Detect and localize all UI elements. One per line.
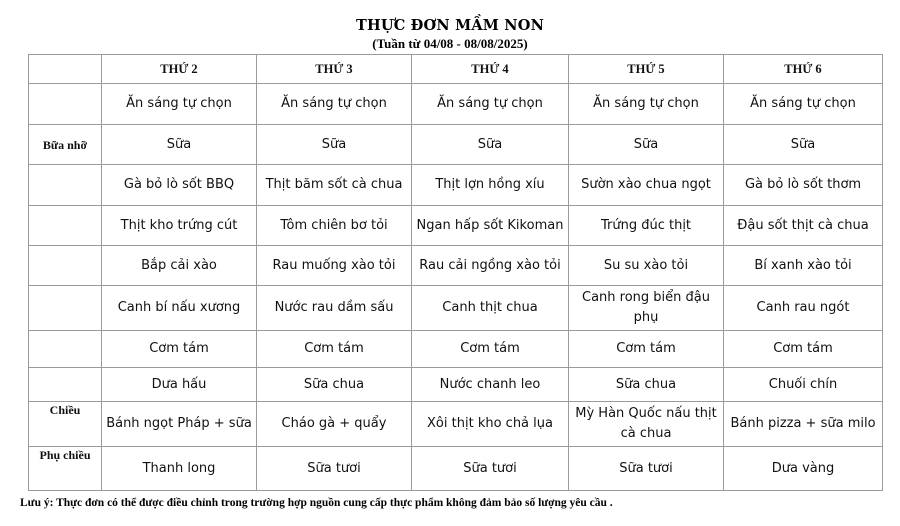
day-header: THỨ 6 xyxy=(724,55,883,84)
table-row xyxy=(29,165,883,206)
table-row xyxy=(29,246,883,286)
menu-cell: Gà bỏ lò sốt thơm xyxy=(724,165,883,206)
day-header: THỨ 4 xyxy=(412,55,569,84)
menu-cell: Sữa xyxy=(257,125,412,165)
menu-cell: Ăn sáng tự chọn xyxy=(569,84,724,125)
meal-label xyxy=(29,368,102,402)
menu-cell: Canh bí nấu xương xyxy=(102,286,257,331)
menu-cell: Dưa hấu xyxy=(102,368,257,402)
menu-cell: Bánh ngọt Pháp + sữa xyxy=(102,402,257,447)
header-row xyxy=(29,55,883,84)
meal-label xyxy=(29,246,102,286)
menu-cell: Sữa xyxy=(724,125,883,165)
meal-label: Chiều xyxy=(29,402,102,447)
menu-cell: Đậu sốt thịt cà chua xyxy=(724,206,883,246)
menu-cell: Cháo gà + quẩy xyxy=(257,402,412,447)
menu-cell: Su su xào tỏi xyxy=(569,246,724,286)
menu-cell: Sữa chua xyxy=(257,368,412,402)
menu-cell: Sữa tươi xyxy=(257,447,412,491)
menu-cell: Sườn xào chua ngọt xyxy=(569,165,724,206)
menu-cell: Canh rong biển đậu phụ xyxy=(569,286,724,331)
table-row xyxy=(29,368,883,402)
menu-cell: Rau cải ngồng xào tỏi xyxy=(412,246,569,286)
table-row xyxy=(29,402,883,447)
meal-label xyxy=(29,84,102,125)
menu-cell: Cơm tám xyxy=(724,331,883,368)
menu-cell: Ăn sáng tự chọn xyxy=(102,84,257,125)
table-row xyxy=(29,447,883,491)
menu-cell: Trứng đúc thịt xyxy=(569,206,724,246)
menu-cell: Thịt lợn hồng xíu xyxy=(412,165,569,206)
menu-cell: Cơm tám xyxy=(412,331,569,368)
menu-cell: Sữa xyxy=(412,125,569,165)
menu-cell: Rau muống xào tỏi xyxy=(257,246,412,286)
week-range-subtitle: (Tuần từ 04/08 - 08/08/2025) xyxy=(372,36,528,51)
menu-cell: Thanh long xyxy=(102,447,257,491)
meal-label: Bữa nhỡ xyxy=(29,125,102,165)
table-row xyxy=(29,331,883,368)
menu-cell: Ăn sáng tự chọn xyxy=(724,84,883,125)
meal-label xyxy=(29,165,102,206)
menu-cell: Ăn sáng tự chọn xyxy=(257,84,412,125)
corner-cell xyxy=(29,55,102,84)
menu-cell: Tôm chiên bơ tỏi xyxy=(257,206,412,246)
menu-cell: Nước chanh leo xyxy=(412,368,569,402)
day-header: THỨ 5 xyxy=(569,55,724,84)
menu-cell: Ngan hấp sốt Kikoman xyxy=(412,206,569,246)
menu-cell: Bánh pizza + sữa milo xyxy=(724,402,883,447)
menu-cell: Xôi thịt kho chả lụa xyxy=(412,402,569,447)
menu-cell: Sữa chua xyxy=(569,368,724,402)
meal-label: Phụ chiều xyxy=(29,447,102,491)
menu-cell: Thịt băm sốt cà chua xyxy=(257,165,412,206)
menu-cell: Cơm tám xyxy=(257,331,412,368)
table-row xyxy=(29,84,883,125)
menu-cell: Mỳ Hàn Quốc nấu thịt cà chua xyxy=(569,402,724,447)
footnote: Lưu ý: Thực đơn có thể được điều chỉnh trong trường hợp nguồn cung cấp thực phẩm không đảm bảo số lượng yêu cầu . xyxy=(20,497,613,509)
menu-cell: Sữa tươi xyxy=(569,447,724,491)
menu-cell: Canh rau ngót xyxy=(724,286,883,331)
day-header: THỨ 3 xyxy=(257,55,412,84)
table-row xyxy=(29,125,883,165)
table-row xyxy=(29,206,883,246)
menu-cell: Gà bỏ lò sốt BBQ xyxy=(102,165,257,206)
menu-cell: Nước rau dầm sấu xyxy=(257,286,412,331)
menu-cell: Canh thịt chua xyxy=(412,286,569,331)
menu-cell: Cơm tám xyxy=(102,331,257,368)
menu-cell: Sữa tươi xyxy=(412,447,569,491)
menu-cell: Thịt kho trứng cút xyxy=(102,206,257,246)
meal-label xyxy=(29,331,102,368)
menu-cell: Bắp cải xào xyxy=(102,246,257,286)
meal-label xyxy=(29,206,102,246)
menu-cell: Bí xanh xào tỏi xyxy=(724,246,883,286)
day-header: THỨ 2 xyxy=(102,55,257,84)
menu-cell: Dưa vàng xyxy=(724,447,883,491)
menu-cell: Ăn sáng tự chọn xyxy=(412,84,569,125)
menu-cell: Sữa xyxy=(569,125,724,165)
menu-cell: Chuối chín xyxy=(724,368,883,402)
menu-title: THỰC ĐƠN MẦM NON xyxy=(355,17,545,34)
menu-cell: Sữa xyxy=(102,125,257,165)
weekly-menu-table xyxy=(28,54,883,491)
table-row xyxy=(29,286,883,331)
meal-label xyxy=(29,286,102,331)
menu-cell: Cơm tám xyxy=(569,331,724,368)
